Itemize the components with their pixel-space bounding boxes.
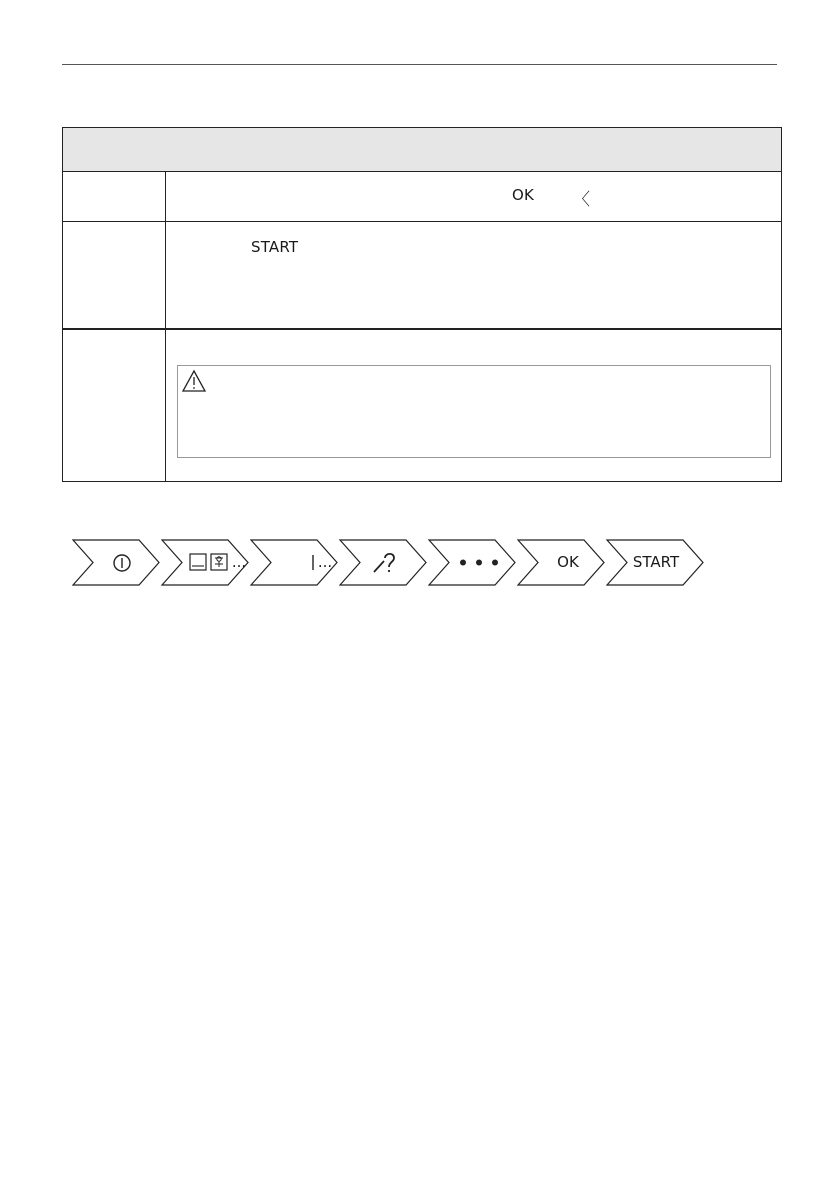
sequence-step — [606, 539, 704, 586]
power-icon — [112, 553, 132, 573]
warning-box — [177, 365, 771, 458]
sequence-step — [250, 539, 338, 586]
sequence-step — [161, 539, 249, 586]
row-divider — [63, 328, 781, 330]
sequence-step — [428, 539, 516, 586]
oven-functions-icon — [189, 553, 231, 572]
operation-sequence — [72, 539, 712, 586]
column-divider — [165, 171, 166, 481]
dots-icon — [458, 558, 500, 567]
sequence-step — [339, 539, 427, 586]
ok-key-label: OK — [512, 186, 535, 204]
ellipsis-text: ... — [231, 553, 247, 571]
row-divider — [63, 221, 781, 222]
ellipsis-text: ... — [317, 553, 333, 571]
ok-label: OK — [557, 553, 579, 571]
start-key-label: START — [251, 238, 299, 256]
table-header — [63, 128, 781, 172]
warning-icon — [181, 369, 207, 393]
steps-table — [62, 127, 782, 482]
header-rule — [62, 64, 777, 65]
sequence-step — [72, 539, 160, 586]
sequence-step — [517, 539, 605, 586]
start-label: START — [632, 553, 680, 571]
bar-icon — [311, 554, 315, 571]
back-key-symbol: 〈 — [573, 190, 591, 210]
core-temperature-sensor-icon — [372, 550, 398, 574]
